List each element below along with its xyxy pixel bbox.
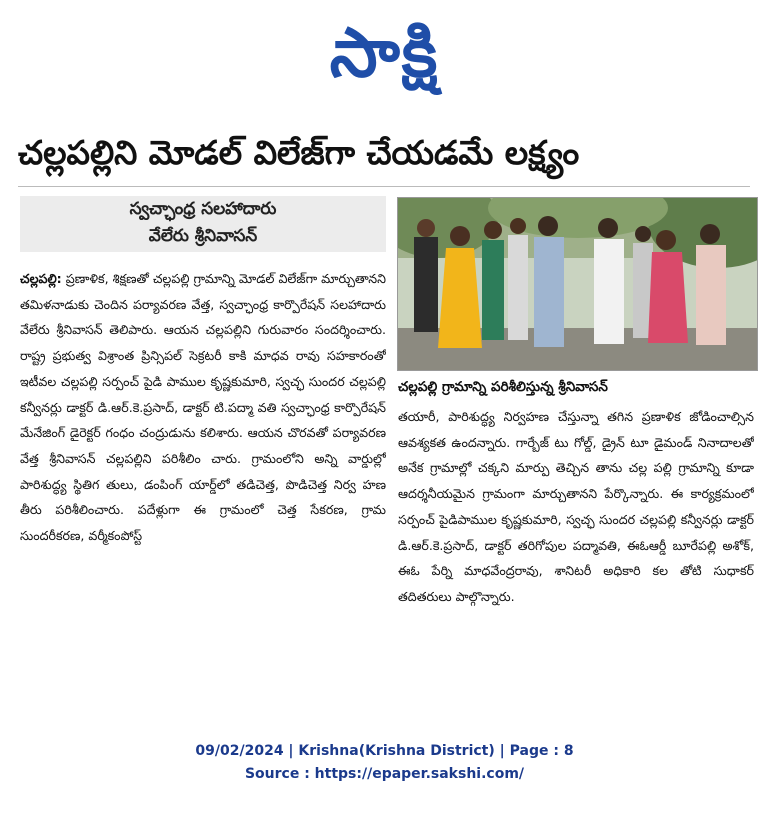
footer-date-page: 09/02/2024 | Krishna(Krishna District) | Page : 8 <box>195 743 574 759</box>
masthead <box>0 8 769 104</box>
column-2-body: తయారీ, పారిశుద్ధ్య నిర్వహణ చేస్తున్నా తగిన ప్రణాళిక జోడించాల్సిన ఆవశ్యకత ఉందన్నారు. గార్బేజ్ టు గోల్డ్, డ్రైన్ టూ డైమండ్ నినాదాలతో అనేక గ్రామాల్లో చక్కని మార్పు తెచ్చిన తాను చల్ల పల్లి గ్రామాన్ని కూడా ఆదర్శనీయమైన గ్రామంగా మార్చుతానని పేర్కొన్నారు. ఈ కార్యక్రమంలో సర్పంచ్ పైడిపాముల కృష్ణకుమారి, స్వచ్ఛ సుందర చల్లపల్లి కన్వీనర్లు డాక్టర్ డి.ఆర్.కె.ప్రసాద్, డాక్టర్ తరిగోపుల పద్మావతి, ఈఓఆర్డీ బూరేపల్లి అశోక్, ఈఓ పేర్ని మాధవేంద్రరావు, శానిటరీ అధికారి కల తోటి సుధాకర్ తదితరులు పాల్గొన్నారు. <box>398 409 754 604</box>
dateline: చల్లపల్లి: <box>20 271 62 286</box>
article-column-2 <box>398 404 754 712</box>
subhead-line-2: వేలేరు శ్రీనివాసన్ <box>148 226 258 246</box>
article-subhead <box>20 196 386 252</box>
article-photo <box>397 197 758 371</box>
column-1-body: ప్రణాళిక, శిక్షణతో చల్లపల్లి గ్రామాన్ని మోడల్ విలేజ్‌గా మార్చుతానని తమిళనాడుకు చెందిన పర్యావరణ వేత్త, స్వచ్ఛాంధ్ర కార్పొరేషన్ సలహాదారు వేలేరు శ్రీనివాసన్ తెలిపారు. ఆయన చల్లపల్లిని గురువారం సందర్శించారు. రాష్ట్ర ప్రభుత్వ విశ్రాంత ప్రిన్సిపల్ సెక్రటరీ కాకి మాధవ రావు సహకారంతో ఇటీవల చల్లపల్లి సర్పంచ్ పైడి పాముల కృష్ణకుమారి, స్వచ్ఛ సుందర చల్లపల్లి కన్వీనర్లు డాక్టర్ డి.ఆర్.కె.ప్రసాద్, డాక్టర్ టి.పద్మా వతి స్వచ్ఛాంధ్ర కార్పొరేషన్ మేనేజింగ్ డైరెక్టర్ గంధం చంద్రుడును కలిశారు. ఆయన చొరవతో పర్యావరణ వేత్త శ్రీనివాసన్ చల్లపల్లిని పరిశీలిం చారు. గ్రామంలోని అన్ని వార్డుల్లో పారిశుద్ధ్య స్థితిగ తులు, డంపింగ్ యార్డ్‌లో తడిచెత్త, పొడిచెత్త నిర్వ హణ తీరు పరిశీలించారు. పదేళ్లుగా ఈ గ్రామంలో చెత్త సేకరణ, గ్రామ సుందరీకరణ, వర్మీకంపోస్ట్ <box>20 271 386 544</box>
divider <box>18 186 750 187</box>
footer-source: Source : https://epaper.sakshi.com/ <box>244 766 525 782</box>
sakshi-logo: సాక్షి <box>329 14 440 93</box>
footer <box>0 740 769 786</box>
article-headline: చల్లపల్లిని మోడల్ విలేజ్‌గా చేయడమే లక్ష్యం <box>18 133 580 172</box>
subhead-line-1: స్వచ్ఛాంధ్ర సలహాదారు <box>129 199 277 219</box>
photo-caption: చల్లపల్లి గ్రామాన్ని పరిశీలిస్తున్న శ్రీనివాసన్ <box>398 379 608 395</box>
article-column-1 <box>20 266 386 712</box>
group-photo-image <box>398 198 757 370</box>
